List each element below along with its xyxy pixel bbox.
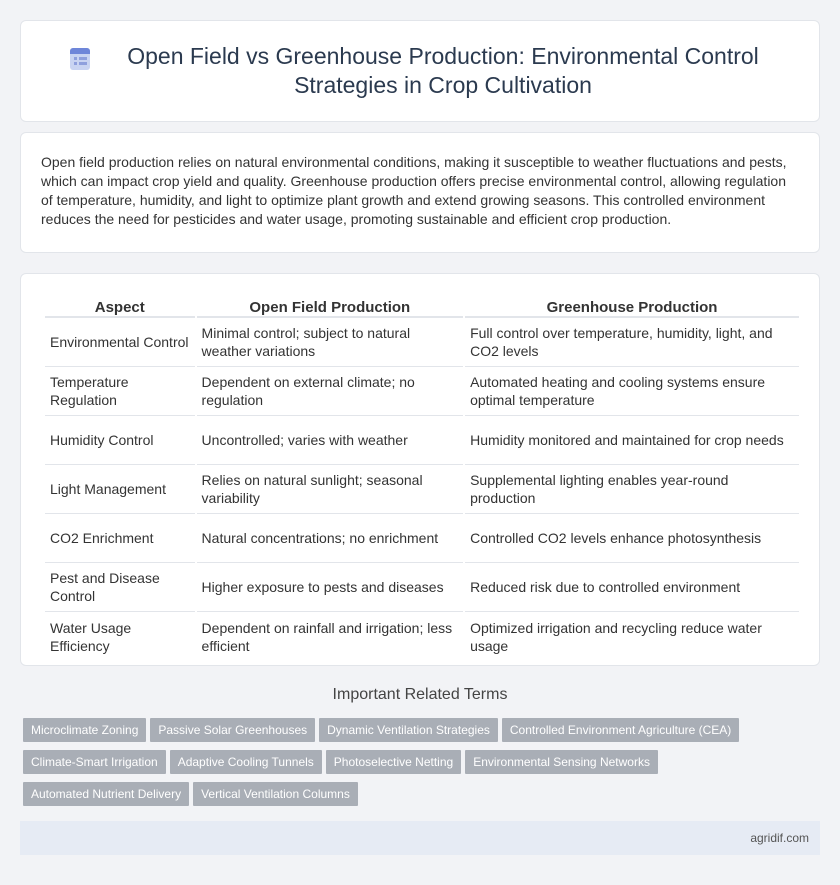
related-terms-list <box>23 718 823 814</box>
related-terms-heading: Important Related Terms <box>332 686 508 703</box>
greenhouse-cell: Reduced risk due to controlled environment <box>465 563 799 612</box>
document-icon <box>67 46 93 72</box>
comparison-card <box>20 273 820 666</box>
related-term-tag[interactable]: Photoselective Netting <box>326 750 461 774</box>
table-row <box>45 465 799 514</box>
comparison-table <box>43 298 801 661</box>
aspect-cell: Environmental Control <box>45 318 195 367</box>
related-term-tag[interactable]: Passive Solar Greenhouses <box>150 718 315 742</box>
table-header-row <box>45 298 799 318</box>
table-row <box>45 514 799 563</box>
open-field-cell: Uncontrolled; varies with weather <box>197 416 464 465</box>
open-field-cell: Natural concentrations; no enrichment <box>197 514 464 563</box>
related-term-tag[interactable]: Climate-Smart Irrigation <box>23 750 166 774</box>
intro-card <box>20 132 820 253</box>
aspect-cell: Temperature Regulation <box>45 367 195 416</box>
table-row <box>45 367 799 416</box>
open-field-cell: Dependent on external climate; no regulation <box>197 367 464 416</box>
related-term-tag[interactable]: Automated Nutrient Delivery <box>23 782 189 806</box>
column-header-greenhouse: Greenhouse Production <box>465 298 799 318</box>
column-header-aspect: Aspect <box>45 298 195 318</box>
aspect-cell: Water Usage Efficiency <box>50 619 132 654</box>
open-field-cell: Dependent on rainfall and irrigation; less efficient <box>201 619 453 654</box>
table-row <box>45 612 799 661</box>
related-term-tag[interactable]: Vertical Ventilation Columns <box>193 782 358 806</box>
table-row <box>45 318 799 367</box>
greenhouse-cell: Automated heating and cooling systems ensure optimal temperature <box>465 367 799 416</box>
greenhouse-cell: Controlled CO2 levels enhance photosynthesis <box>465 514 799 563</box>
related-term-tag[interactable]: Environmental Sensing Networks <box>465 750 658 774</box>
table-row <box>45 416 799 465</box>
aspect-cell: Pest and Disease Control <box>45 563 195 612</box>
column-header-open-field: Open Field Production <box>197 298 464 318</box>
greenhouse-cell: Optimized irrigation and recycling reduce water usage <box>470 619 762 654</box>
open-field-cell: Minimal control; subject to natural weather variations <box>197 318 464 367</box>
greenhouse-cell: Full control over temperature, humidity, light, and CO2 levels <box>465 318 799 367</box>
related-term-tag[interactable]: Adaptive Cooling Tunnels <box>170 750 322 774</box>
aspect-cell: Light Management <box>45 465 195 514</box>
footer <box>20 821 820 855</box>
greenhouse-cell: Humidity monitored and maintained for crop needs <box>465 416 799 465</box>
aspect-cell: CO2 Enrichment <box>45 514 195 563</box>
related-term-tag[interactable]: Controlled Environment Agriculture (CEA) <box>502 718 739 742</box>
related-term-tag[interactable]: Dynamic Ventilation Strategies <box>319 718 498 742</box>
page-title: Open Field vs Greenhouse Production: Environmental Control Strategies in Crop Cultivation <box>127 43 759 98</box>
related-term-tag[interactable]: Microclimate Zoning <box>23 718 146 742</box>
open-field-cell: Higher exposure to pests and diseases <box>197 563 464 612</box>
open-field-cell: Relies on natural sunlight; seasonal variability <box>197 465 464 514</box>
intro-paragraph: Open field production relies on natural environmental conditions, making it susceptible to weather fluctuations and pests, which can impact crop yield and quality. Greenhouse production offers precise environmental control, allowing regulation of temperature, humidity, and light to optimize plant growth and extend growing seasons. This controlled environment reduces the need for pesticides and water usage, promoting sustainable and efficient crop production. <box>41 154 787 227</box>
aspect-cell: Humidity Control <box>45 416 195 465</box>
greenhouse-cell: Supplemental lighting enables year-round production <box>465 465 799 514</box>
title-wrap <box>67 42 773 100</box>
table-row <box>45 563 799 612</box>
footer-site-link[interactable]: agridif.com <box>750 831 809 845</box>
title-card <box>20 20 820 122</box>
